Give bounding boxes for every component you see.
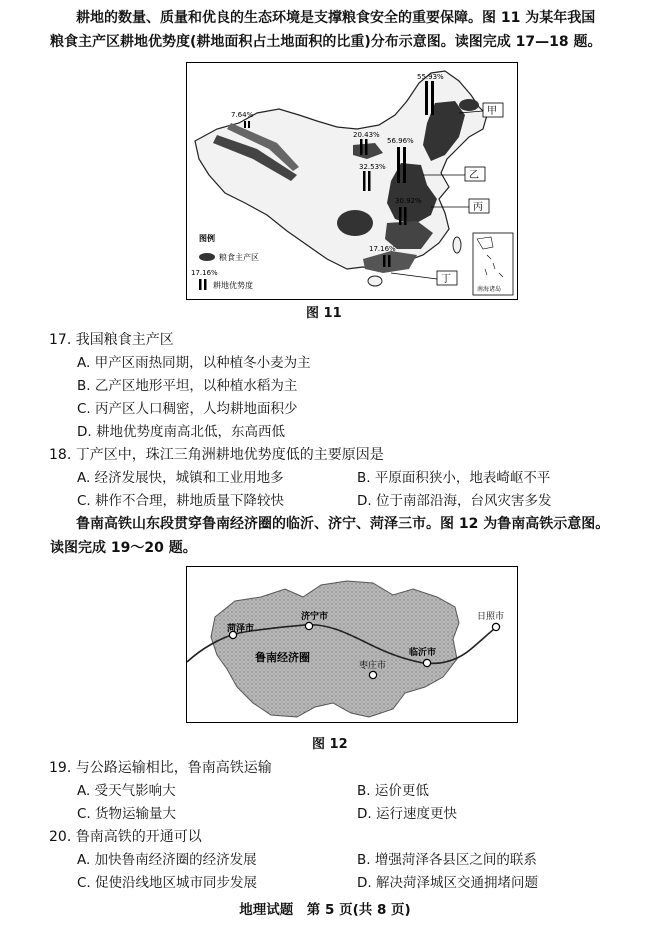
circle-label: 鲁南经济圈 xyxy=(255,651,310,664)
intro2-line-2: 读图完成 19～20 题。 xyxy=(50,540,197,556)
pct-20-43: 20.43% xyxy=(353,131,380,139)
q18-stem: 18. 丁产区中，珠江三角洲耕地优势度低的主要原因是 xyxy=(49,447,384,463)
q17-option-d[interactable]: D. 耕地优势度南高北低，东高西低 xyxy=(77,424,285,440)
region-label-jia: 甲 xyxy=(487,106,497,117)
q18-option-c[interactable]: C. 耕作不合理，耕地质量下降较快 xyxy=(77,493,285,509)
region-label-bing: 丙 xyxy=(473,202,483,213)
legend-title: 图例 xyxy=(199,234,215,243)
legend-bar-label: 耕地优势度 xyxy=(213,281,253,290)
china-map-svg xyxy=(187,63,517,299)
pct-17-16: 17.16% xyxy=(369,245,396,253)
hainan-island xyxy=(368,276,382,286)
pct-30-92: 30.92% xyxy=(395,197,422,205)
q19-option-b[interactable]: B. 运价更低 xyxy=(357,783,429,799)
city-rizhao: 日照市 xyxy=(477,612,505,622)
china-outline xyxy=(195,71,487,269)
pct-56-96: 56.96% xyxy=(387,137,414,145)
q17-option-a[interactable]: A. 甲产区雨热同期，以种植冬小麦为主 xyxy=(77,355,311,371)
q20-option-c[interactable]: C. 促使沿线地区城市同步发展 xyxy=(77,875,258,891)
city-linyi: 临沂市 xyxy=(409,648,437,658)
region-jia-area-2 xyxy=(459,99,479,111)
city-jining: 济宁市 xyxy=(301,612,329,622)
region-label-yi: 乙 xyxy=(469,170,479,181)
taiwan-island xyxy=(453,237,461,253)
region-label-ding: 丁 xyxy=(441,274,451,285)
page-footer: 地理试题 第 5 页(共 8 页) xyxy=(239,902,411,918)
legend-value: 17.16% xyxy=(191,269,218,277)
q18-option-d[interactable]: D. 位于南部沿海，台风灾害多发 xyxy=(357,493,552,509)
legend-region-label: 粮食主产区 xyxy=(219,253,259,262)
q20-option-b[interactable]: B. 增强菏泽各县区之间的联系 xyxy=(357,852,537,868)
intro-line-1: 耕地的数量、质量和优良的生态环境是支撑粮食安全的重要保障。图 11 为某年我国 xyxy=(76,10,596,26)
q20-stem: 20. 鲁南高铁的开通可以 xyxy=(49,829,202,845)
q17-option-b[interactable]: B. 乙产区地形平坦，以种植水稻为主 xyxy=(77,378,298,394)
pct-7-64: 7.64% xyxy=(231,111,254,119)
q19-option-a[interactable]: A. 受天气影响大 xyxy=(77,783,176,799)
q17-option-c[interactable]: C. 丙产区人口稠密，人均耕地面积少 xyxy=(77,401,298,417)
intro-line-2: 粮食主产区耕地优势度(耕地面积占土地面积的比重)分布示意图。读图完成 17—18 题。 xyxy=(50,34,602,50)
figure-12-map xyxy=(186,566,518,723)
legend-region-swatch xyxy=(199,253,215,261)
q19-option-d[interactable]: D. 运行速度更快 xyxy=(357,806,457,822)
figure-11-map xyxy=(186,62,518,300)
figure-12-caption: 图 12 xyxy=(312,737,348,752)
sichuan-basin xyxy=(337,210,373,236)
figure-11-caption: 图 11 xyxy=(306,306,342,321)
city-zaozhuang: 枣庄市 xyxy=(359,661,387,671)
q18-option-b[interactable]: B. 平原面积狭小，地表崎岖不平 xyxy=(357,470,551,486)
pct-55-93: 55.93% xyxy=(417,73,444,81)
q18-option-a[interactable]: A. 经济发展快，城镇和工业用地多 xyxy=(77,470,284,486)
q20-option-d[interactable]: D. 解决菏泽城区交通拥堵问题 xyxy=(357,875,538,891)
q20-option-a[interactable]: A. 加快鲁南经济圈的经济发展 xyxy=(77,852,257,868)
q19-option-c[interactable]: C. 货物运输量大 xyxy=(77,806,177,822)
q19-stem: 19. 与公路运输相比，鲁南高铁运输 xyxy=(49,760,272,776)
intro2-line-1: 鲁南高铁山东段贯穿鲁南经济圈的临沂、济宁、菏泽三市。图 12 为鲁南高铁示意图。 xyxy=(76,516,610,532)
q17-stem: 17. 我国粮食主产区 xyxy=(49,332,174,348)
pct-32-53: 32.53% xyxy=(359,163,386,171)
inset-label: 南海诸岛 xyxy=(477,286,502,293)
city-heze: 菏泽市 xyxy=(227,624,255,634)
